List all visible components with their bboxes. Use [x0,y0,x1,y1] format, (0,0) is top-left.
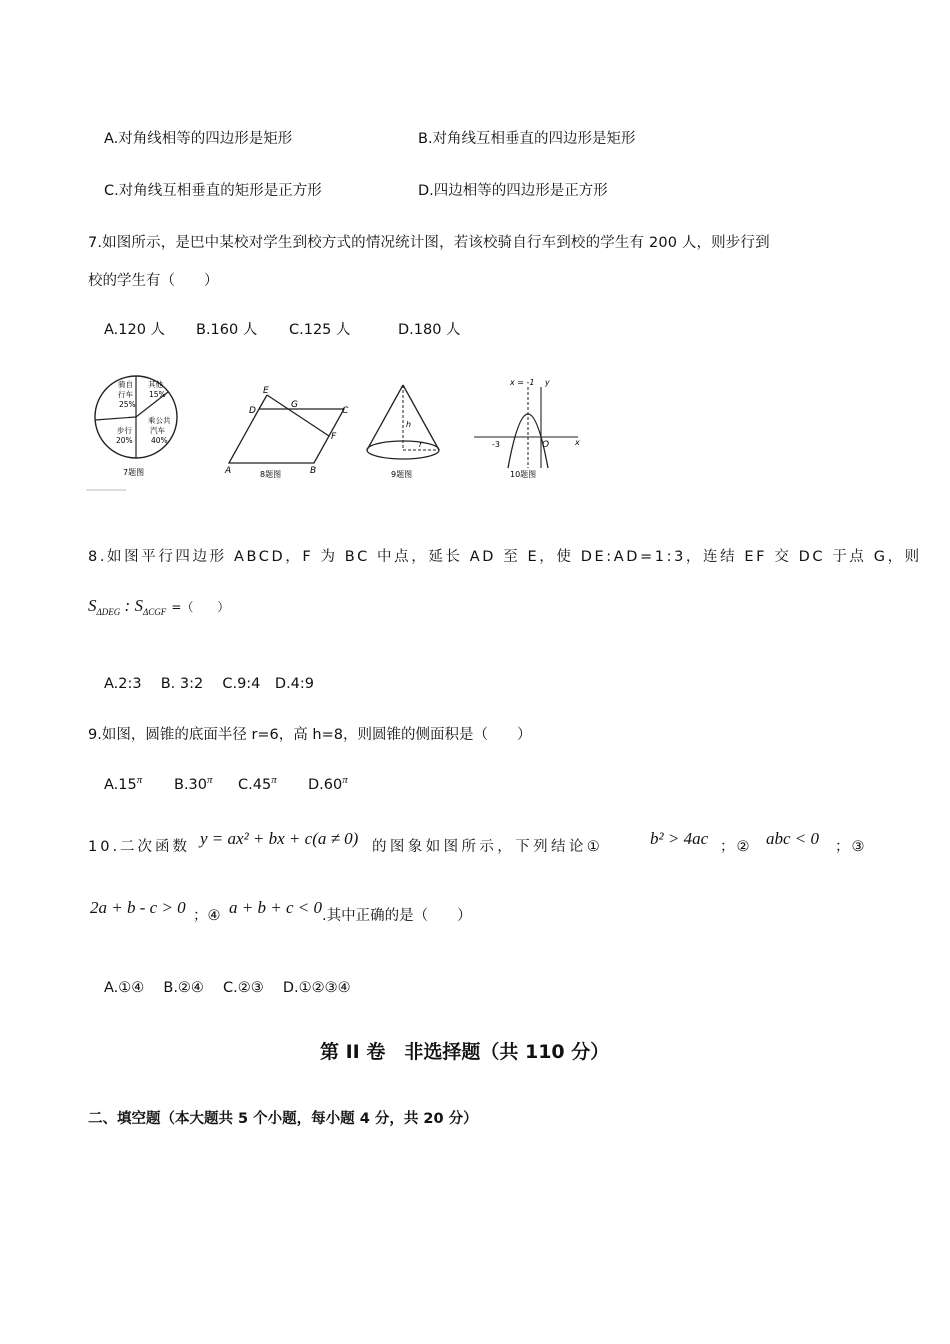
q8-ratio-s1: S [88,596,97,615]
q8-ratio-s2: S [134,596,143,615]
q7-stem-line2: 校的学生有（ ） [88,273,219,289]
q9-option-d [308,774,348,793]
q8-stem-line1: 8.如图平行四边形 ABCD，F 为 BC 中点，延长 AD 至 E，使 DE:AD=1:3，连结 EF 交 DC 于点 G，则 [88,549,922,565]
fig8-label-c: C [342,406,349,416]
q9-option-b [174,774,213,793]
q8-options: A.2:3 B. 3:2 C.9:4 D.4:9 [104,676,315,692]
figures-strip [86,365,606,495]
fig8-caption: 8题图 [260,470,282,479]
q8-ratio-tail: =（ ） [171,600,230,614]
q10-options: A.①④ B.②④ C.②③ D.①②③④ [104,980,351,996]
q8-ratio-sub2: ΔCGF [142,607,167,618]
fig7-label-bus2: 汽车 [150,426,165,435]
q10-conclusion-2: abc < 0 [766,829,820,848]
q8-ratio-formula [88,596,229,617]
fig7-caption: 7题图 [123,468,145,477]
q6-option-d: D.四边相等的四边形是正方形 [418,183,608,199]
fig10-caption: 10题图 [510,470,537,479]
figure-8-parallelogram [224,386,349,479]
section-fill-in-heading: 二、填空题（本大题共 5 个小题，每小题 4 分，共 20 分） [88,1111,478,1127]
fig7-label-bike1: 骑自 [118,380,133,389]
q9-option-d-label: D.60 [308,776,343,793]
q10-sep-4: ；④ [193,908,221,924]
pi-icon: π [207,774,213,786]
fig10-label-axis: x = -1 [510,378,535,387]
fig9-label-r: r [419,440,423,449]
figure-9-cone [367,385,439,479]
fig10-label-x: x [575,438,580,447]
fig7-label-other2: 15% [149,390,166,399]
q10-function: y = ax² + bx + c(a ≠ 0) [200,829,359,848]
q10-mid: 的图象如图所示，下列结论① [372,839,604,855]
q7-option-b: B.160 人 [196,322,258,338]
fig8-label-d: D [249,406,256,416]
q7-stem-line1: 7.如图所示，是巴中某校对学生到校方式的情况统计图，若该校骑自行车到校的学生有 200 人，则步行到 [88,235,770,251]
pi-icon: π [271,774,277,786]
fig7-label-other1: 其他 [148,380,163,389]
q9-option-c-label: C.45 [238,776,272,793]
fig8-label-b: B [310,466,317,476]
q10-sep-2: ；② [720,839,752,855]
fig8-label-e: E [263,386,269,396]
fig9-caption: 9题图 [391,470,413,479]
fig10-label-origin: O [542,440,550,450]
q10-conclusion-3: 2a + b - c > 0 [90,898,186,917]
q6-option-b: B.对角线互相垂直的四边形是矩形 [418,131,636,147]
fig7-label-bus1: 乘公共 [148,416,171,425]
figure-10-parabola [474,378,580,479]
fig7-label-walk1: 步行 [117,426,132,435]
fig7-label-walk2: 20% [116,436,133,445]
fig7-label-bike3: 25% [119,400,136,409]
q10-sep-3: ；③ [835,839,867,855]
q10-conclusion-1: b² > 4ac [650,829,709,848]
q9-option-b-label: B.30 [174,776,208,793]
q7-option-a: A.120 人 [104,322,166,338]
q6-option-a: A.对角线相等的四边形是矩形 [104,131,293,147]
q7-option-d: D.180 人 [398,322,461,338]
q7-option-c: C.125 人 [289,322,351,338]
q8-ratio-colon: : [120,596,135,615]
q10-prefix: 10.二次函数 [88,839,191,855]
fig10-label-minus3: -3 [492,440,500,449]
pi-icon: π [136,774,143,786]
figure-7-pie-chart [95,376,177,477]
fig8-label-f: F [331,432,337,442]
q9-option-a-label: A.15 [104,776,137,793]
part2-title: 第 II 卷 非选择题（共 110 分） [320,1041,610,1063]
q10-tail: .其中正确的是（ ） [322,908,472,924]
q6-option-c: C.对角线互相垂直的矩形是正方形 [104,183,322,199]
fig10-label-y: y [545,378,550,387]
fig8-label-g: G [291,400,298,410]
fig9-label-h: h [406,420,412,429]
q10-conclusion-4: a + b + c < 0 [229,898,322,917]
pi-icon: π [342,774,348,786]
q8-ratio-sub1: ΔDEG [96,607,121,618]
q9-option-c [238,774,277,793]
q9-stem: 9.如图，圆锥的底面半径 r=6，高 h=8，则圆锥的侧面积是（ ） [88,727,532,743]
q9-option-a [104,774,142,793]
fig7-label-bus3: 40% [151,436,168,445]
fig7-label-bike2: 行车 [118,390,133,399]
fig8-label-a: A [225,466,232,476]
